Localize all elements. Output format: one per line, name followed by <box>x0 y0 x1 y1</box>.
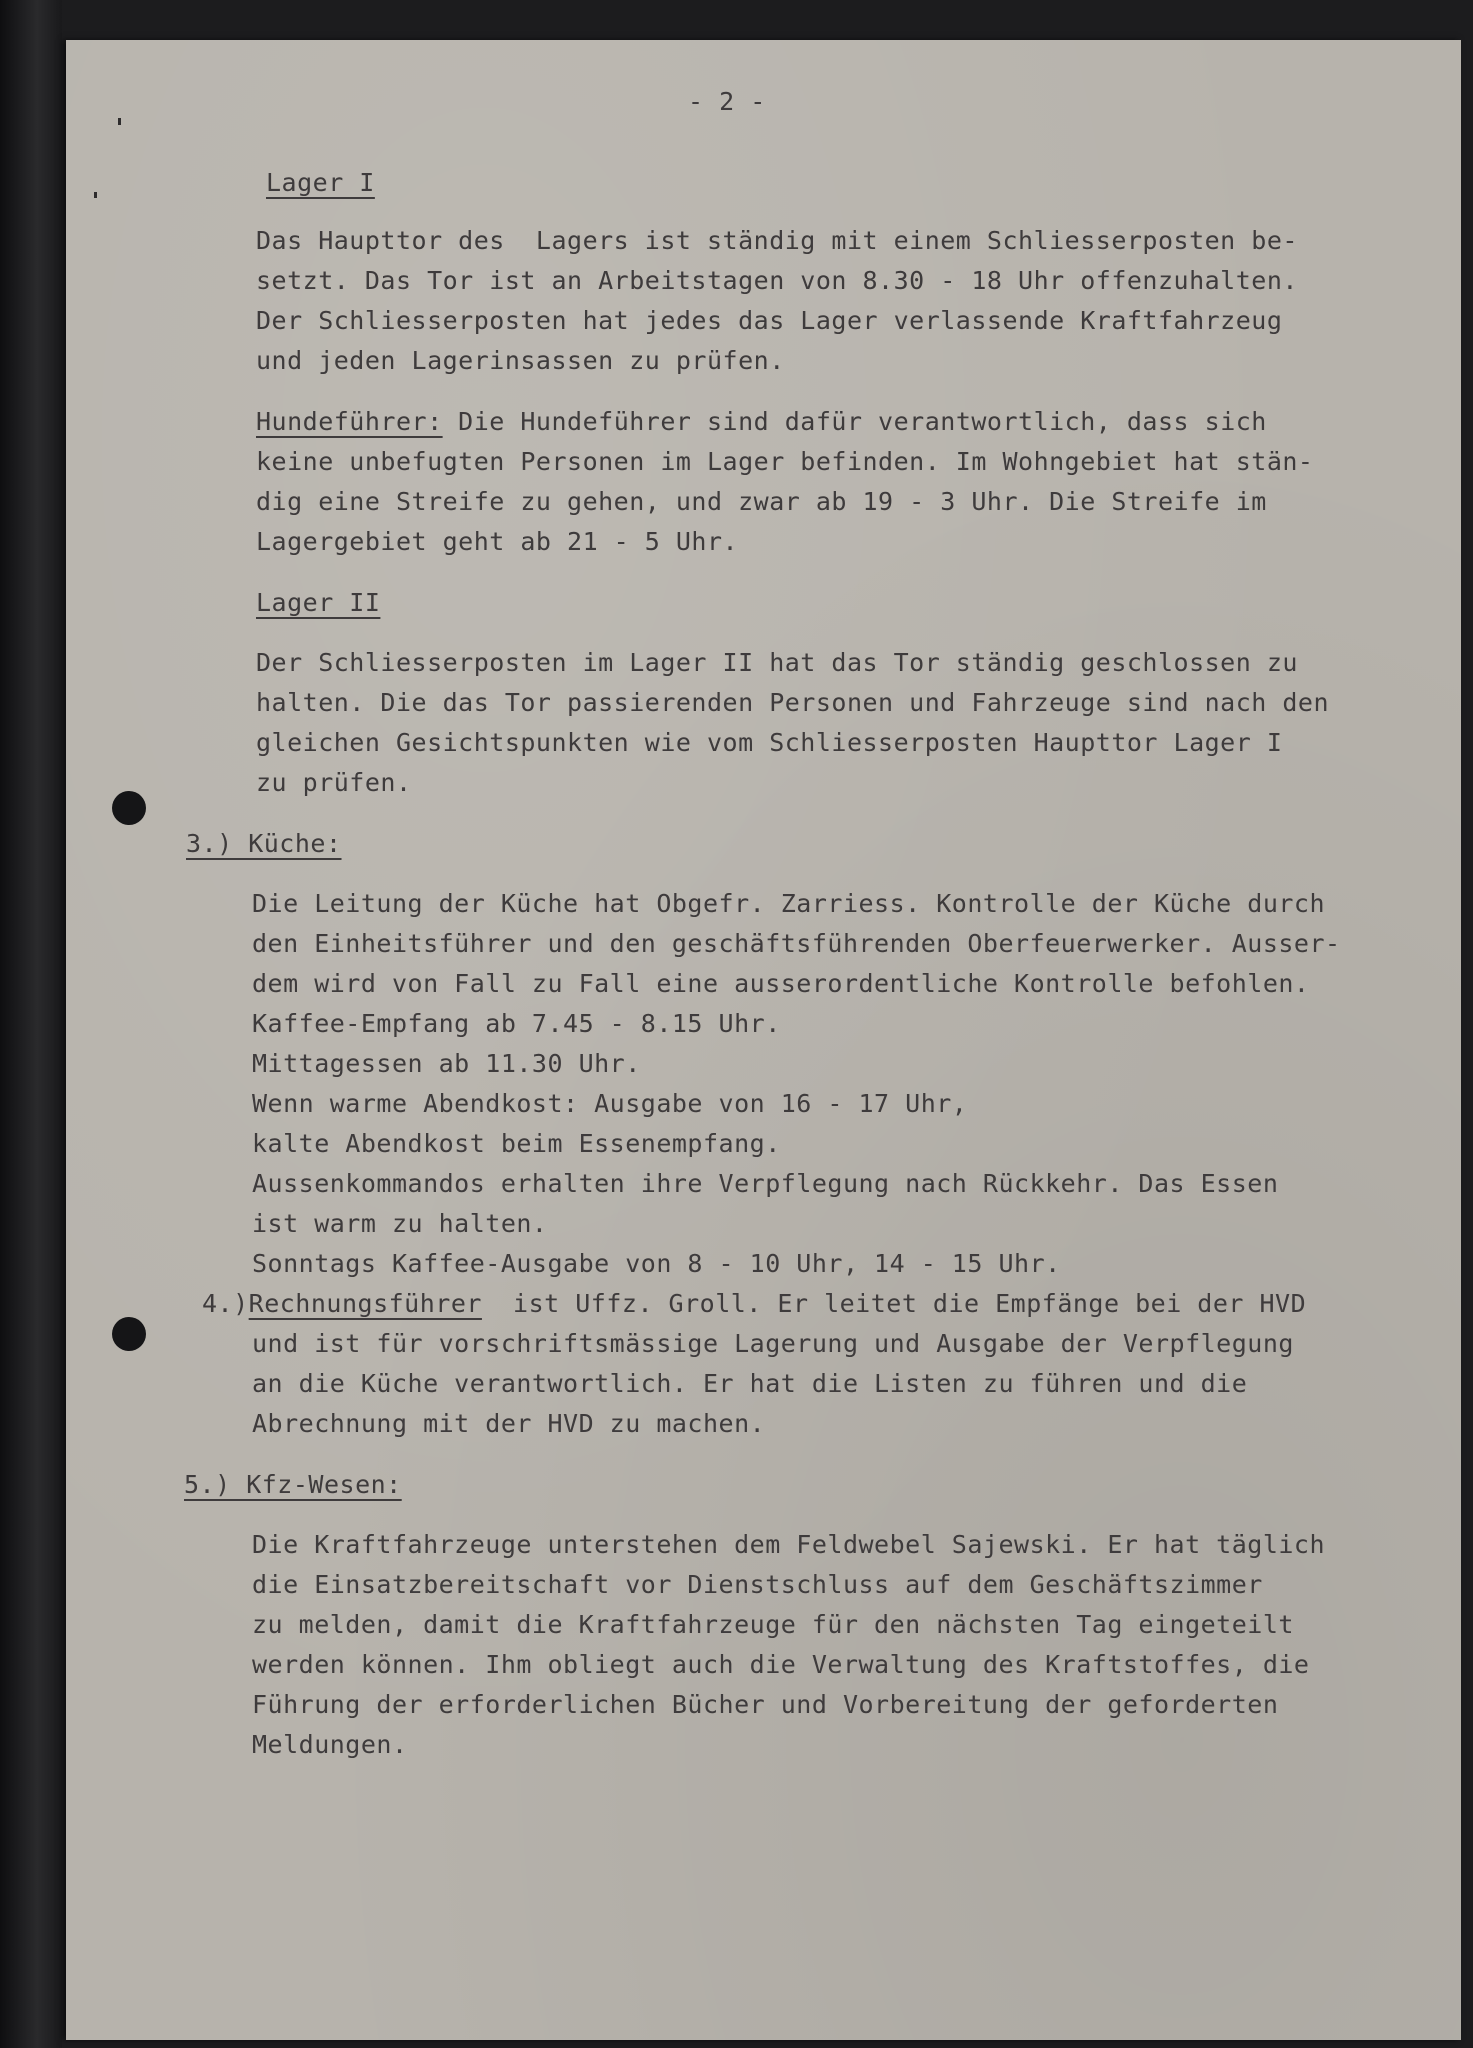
paragraph-line: ist warm zu halten. <box>252 1209 548 1238</box>
paragraph-line: Lagergebiet geht ab 21 - 5 Uhr. <box>256 527 739 556</box>
paragraph-line: und ist für vorschriftsmässige Lagerung und Ausgabe der Verpflegung <box>252 1329 1294 1358</box>
rechnungsfuehrer-paragraph <box>202 1284 1306 1324</box>
paragraph-line: ist Uffz. Groll. Er leitet die Empfänge bei der HVD <box>481 1289 1307 1318</box>
paragraph-line: werden können. Ihm obliegt auch die Verwaltung des Kraftstoffes, die <box>252 1650 1310 1679</box>
paragraph-line: Kaffee-Empfang ab 7.45 - 8.15 Uhr. <box>252 1009 781 1038</box>
paragraph-line: kalte Abendkost beim Essenempfang. <box>252 1129 781 1158</box>
paragraph-line: Die Leitung der Küche hat Obgefr. Zarriess. Kontrolle der Küche durch <box>252 889 1326 918</box>
section-heading-lager-2: Lager II <box>256 588 381 617</box>
paragraph-line: die Einsatzbereitschaft vor Dienstschluss auf dem Geschäftszimmer <box>252 1570 1263 1599</box>
binder-edge <box>0 0 62 2048</box>
paragraph-line: Die Hundeführer sind dafür verantwortlich, dass sich <box>442 407 1267 436</box>
paragraph-line: Die Kraftfahrzeuge unterstehen dem Feldwebel Sajewski. Er hat täglich <box>252 1530 1326 1559</box>
paragraph-line: Der Schliesserposten hat jedes das Lager verlassende Kraftfahrzeug <box>256 306 1283 335</box>
margin-mark <box>118 118 121 125</box>
paragraph-line: Meldungen. <box>252 1730 408 1759</box>
section-number: 4.) <box>202 1289 249 1318</box>
section-heading-kueche: 3.) Küche: <box>186 829 342 858</box>
page-number: - 2 - <box>688 87 766 116</box>
paragraph-line: Abrechnung mit der HVD zu machen. <box>252 1409 766 1438</box>
paragraph-line: zu melden, damit die Kraftfahrzeuge für den nächsten Tag eingeteilt <box>252 1610 1294 1639</box>
paragraph-line: gleichen Gesichtspunkten wie vom Schliesserposten Haupttor Lager I <box>256 728 1283 757</box>
paragraph-line: Der Schliesserposten im Lager II hat das Tor ständig geschlossen zu <box>256 648 1298 677</box>
paragraph-line: Wenn warme Abendkost: Ausgabe von 16 - 17 Uhr, <box>252 1089 968 1118</box>
section-heading-kfz-wesen: 5.) Kfz-Wesen: <box>184 1470 402 1499</box>
paragraph-line: Mittagessen ab 11.30 Uhr. <box>252 1049 641 1078</box>
paragraph-line: dem wird von Fall zu Fall eine ausserordentliche Kontrolle befohlen. <box>252 969 1310 998</box>
rechnungsfuehrer-label: Rechnungsführer <box>248 1289 482 1318</box>
paragraph-line: Das Haupttor des Lagers ist ständig mit einem Schliesserposten be- <box>256 226 1298 255</box>
paragraph-line: zu prüfen. <box>256 768 412 797</box>
margin-mark <box>94 192 97 198</box>
punch-hole <box>112 1317 146 1351</box>
section-heading-lager-1: Lager I <box>266 168 375 197</box>
document-page <box>66 40 1461 2040</box>
paragraph-line: den Einheitsführer und den geschäftsführenden Oberfeuerwerker. Ausser- <box>252 929 1341 958</box>
paragraph-line: setzt. Das Tor ist an Arbeitstagen von 8.30 - 18 Uhr offenzuhalten. <box>256 266 1298 295</box>
paragraph-line: an die Küche verantwortlich. Er hat die Listen zu führen und die <box>252 1369 1248 1398</box>
punch-hole <box>112 791 146 825</box>
hundefuehrer-paragraph <box>256 402 1267 442</box>
paragraph-line: Aussenkommandos erhalten ihre Verpflegung nach Rückkehr. Das Essen <box>252 1169 1279 1198</box>
paragraph-line: keine unbefugten Personen im Lager befinden. Im Wohngebiet hat stän- <box>256 447 1314 476</box>
hundefuehrer-label: Hundeführer: <box>256 407 443 436</box>
paragraph-line: halten. Die das Tor passierenden Personen und Fahrzeuge sind nach den <box>256 688 1330 717</box>
paragraph-line: und jeden Lagerinsassen zu prüfen. <box>256 346 785 375</box>
paragraph-line: dig eine Streife zu gehen, und zwar ab 19 - 3 Uhr. Die Streife im <box>256 487 1267 516</box>
paragraph-line: Sonntags Kaffee-Ausgabe von 8 - 10 Uhr, 14 - 15 Uhr. <box>252 1249 1061 1278</box>
paragraph-line: Führung der erforderlichen Bücher und Vorbereitung der geforderten <box>252 1690 1279 1719</box>
